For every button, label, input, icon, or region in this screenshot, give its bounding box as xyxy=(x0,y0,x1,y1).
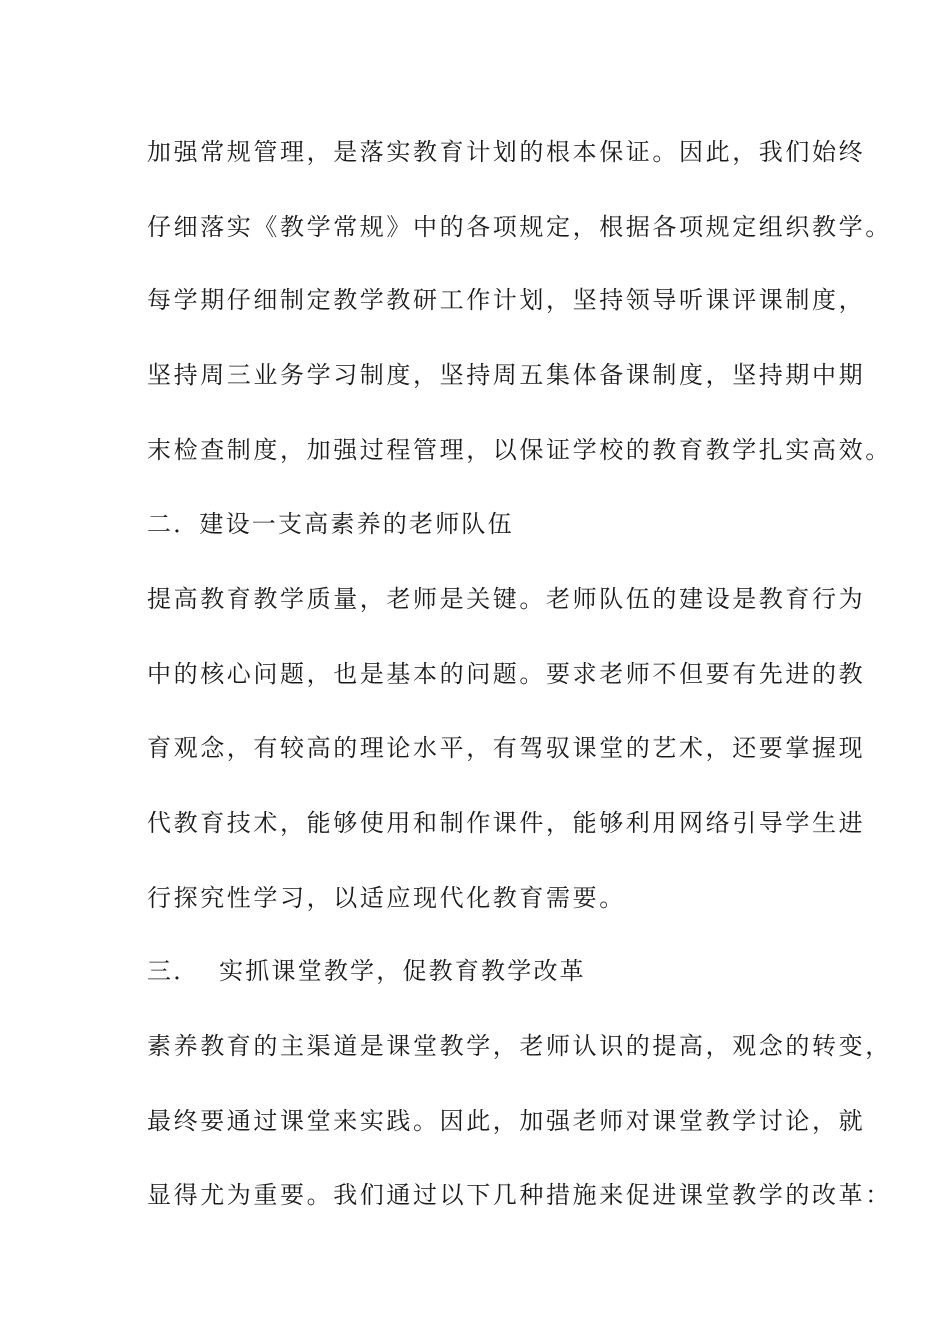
section-heading-3: 三． 实抓课堂教学，促教育教学改革 xyxy=(147,957,586,985)
paragraph-line: 行探究性学习，以适应现代化教育需要。 xyxy=(147,884,626,912)
paragraph-line: 中的核心问题，也是基本的问题。要求老师不但要有先进的教 xyxy=(147,660,866,688)
paragraph-line: 仔细落实《教学常规》中的各项规定，根据各项规定组织教学。 xyxy=(147,213,892,241)
paragraph-line: 坚持周三业务学习制度，坚持周五集体备课制度，坚持期中期 xyxy=(147,361,866,389)
section-heading-2: 二．建设一支高素养的老师队伍 xyxy=(147,510,514,538)
paragraph-line: 代教育技术，能够使用和制作课件，能够利用网络引导学生进 xyxy=(147,809,866,837)
paragraph-line: 加强常规管理，是落实教育计划的根本保证。因此，我们始终 xyxy=(147,138,866,166)
paragraph-line: 最终要通过课堂来实践。因此，加强老师对课堂教学讨论，就 xyxy=(147,1107,866,1135)
paragraph-line: 素养教育的主渠道是课堂教学，老师认识的提高，观念的转变， xyxy=(147,1032,892,1060)
paragraph-line: 育观念，有较高的理论水平，有驾驭课堂的艺术，还要掌握现 xyxy=(147,734,866,762)
paragraph-line: 提高教育教学质量，老师是关键。老师队伍的建设是教育行为 xyxy=(147,585,866,613)
paragraph-line: 末检查制度，加强过程管理，以保证学校的教育教学扎实高效。 xyxy=(147,436,892,464)
paragraph-line: 每学期仔细制定教学教研工作计划，坚持领导听课评课制度， xyxy=(147,286,866,314)
paragraph-line: 显得尤为重要。我们通过以下几种措施来促进课堂教学的改革： xyxy=(147,1181,892,1209)
